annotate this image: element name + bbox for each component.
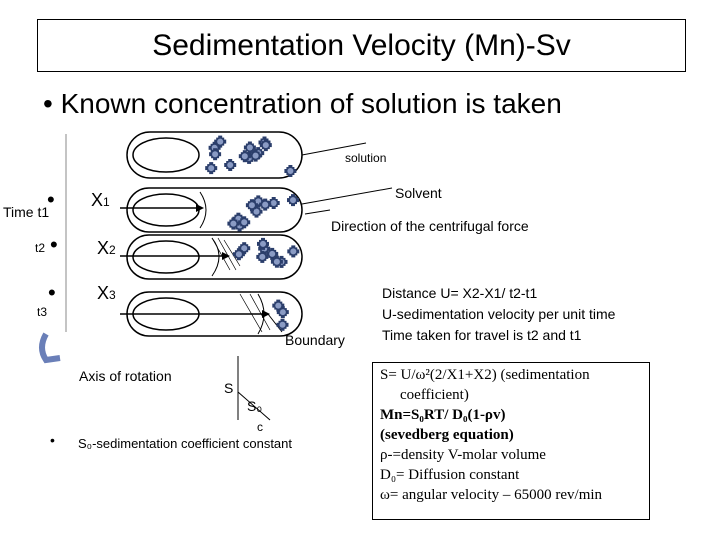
equations-box <box>372 362 650 520</box>
bullet-dot-4: • <box>50 432 55 448</box>
label-s0: S₀ <box>247 398 263 414</box>
x3-letter: X <box>97 283 110 303</box>
distance-note-3: Time taken for travel is t2 and t1 <box>382 327 582 343</box>
distance-notes <box>382 283 615 346</box>
pointer-solvent <box>302 188 392 204</box>
x1-subscript: 1 <box>103 195 110 209</box>
label-x1 <box>91 190 110 211</box>
label-x2 <box>97 238 116 259</box>
equation-line-7: ω= angular velocity – 65000 rev/min <box>380 487 603 503</box>
equation-line-2: coefficient) <box>400 387 469 403</box>
label-boundary: Boundary <box>285 332 345 348</box>
bullet-dot-2: • <box>50 232 58 257</box>
slide-title: Sedimentation Velocity (Mn)-Sv <box>37 19 686 72</box>
rotation-arrow-icon <box>42 334 60 360</box>
bullet-known-concentration: • Known concentration of solution is taken <box>43 88 562 119</box>
label-s: S <box>224 380 234 396</box>
x3-subscript: 3 <box>109 288 116 302</box>
bullet-dot-3: • <box>48 280 56 305</box>
equation-line-1: S= U/ω²(2/X1+X2) (sedimentation <box>380 367 590 383</box>
label-c: c <box>257 420 263 434</box>
label-direction: Direction of the centrifugal force <box>331 218 529 234</box>
equation-line-5: ρ-=density V-molar volume <box>380 447 546 463</box>
tube-t1 <box>127 188 302 232</box>
label-x3 <box>97 283 116 304</box>
distance-note-1: Distance U= X2-X1/ t2-t1 <box>382 285 538 301</box>
equation-line-6: D₀= Diffusion constant <box>380 467 520 483</box>
direction-arrow-line <box>305 210 330 214</box>
bullet-main-text: Known concentration of solution is taken <box>60 88 562 119</box>
label-s0-definition: S₀-sedimentation coefficient constant <box>78 436 292 451</box>
distance-note-2: U-sedimentation velocity per unit time <box>382 306 616 322</box>
label-axis-of-rotation: Axis of rotation <box>79 368 172 384</box>
label-solution: solution <box>345 151 387 165</box>
label-solvent: Solvent <box>395 185 442 201</box>
label-t2: t2 <box>35 241 46 255</box>
x2-subscript: 2 <box>109 243 116 257</box>
x1-letter: X <box>91 190 104 210</box>
label-t3: t3 <box>37 305 48 319</box>
x2-letter: X <box>97 238 110 258</box>
equation-line-4: (sevedberg equation) <box>380 427 514 443</box>
bullet-dot-1: • <box>47 187 55 212</box>
equation-line-3: Mn=S₀RT/ D₀(1-ρv) <box>380 407 506 423</box>
label-time-t1: Time t1 <box>3 204 50 220</box>
